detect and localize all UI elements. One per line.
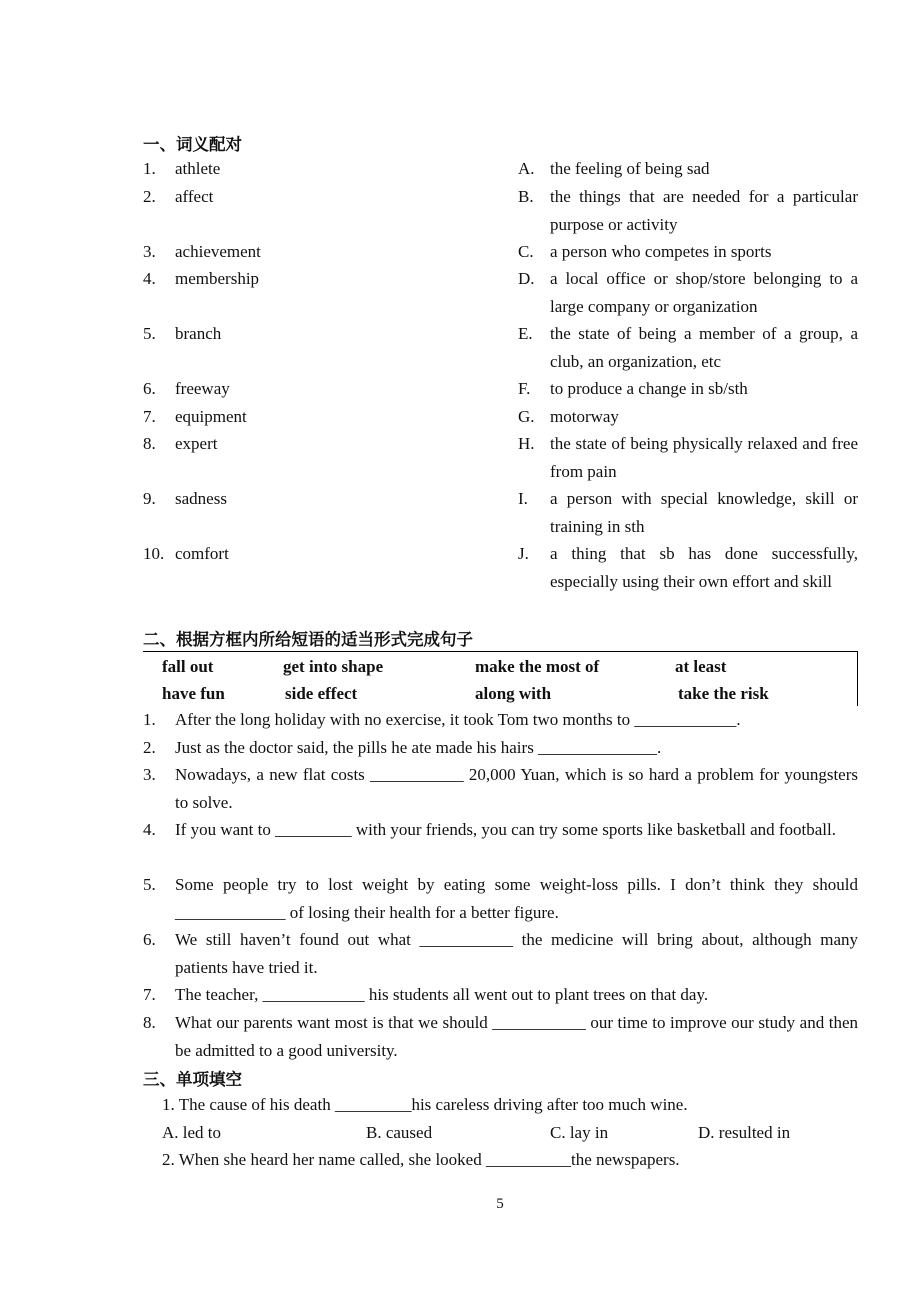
phrase-item: have fun [162, 684, 225, 703]
choice-question: 2. When she heard her name called, she looked __________the newspapers. [162, 1150, 680, 1169]
page-number: 5 [496, 1196, 504, 1212]
phrase-item: get into shape [283, 657, 384, 676]
option-c: C. lay in [550, 1123, 609, 1142]
phrase-item: side effect [285, 684, 358, 703]
phrase-box [143, 651, 858, 706]
phrase-item: make the most of [475, 657, 600, 676]
phrase-item: along with [475, 684, 552, 703]
section3-title: 三、单项填空 [143, 1070, 242, 1089]
section1-title: 一、词义配对 [143, 135, 242, 154]
phrase-item: at least [675, 657, 727, 676]
worksheet-page: 一、词义配对 1. athlete 2. affect 3. achievement 4. membership 5. branch 6. freeway 7. equipment 8. expert 9. sadness 10. comfort A. the feeling of being sad B. the things that are needed for a particular purpose or activity C. a person who competes in sports D. a local office or shop/store belonging to a large company or organization E. the state of being a member of a group, a club, an organization, etc F. to produce a change in sb/sth G. motorway H. the state of being physically relaxed and free from pain I. a person with special knowledge, skill or training in sth J. a thing that sb has done successfully, especially using their own effort and skill 二、根据方框内所给短语的适当形式完成句子 fall out get into shape make the most of at least have fun side effect along with take the risk 1. After the long holiday with no exercise, it took Tom two months to ____________. 2. Just as the doctor said, the pills he ate made his hairs ______________. 3. Nowadays, a new flat costs ___________ 20,000 Yuan, which is so hard a problem for youngsters to solve. 4. If you want to _________ with your friends, you can try some sports like basketball and football. 5. Some people try to lost weight by eating some weight-loss pills. I don’t think they should _____________ of losing their health for a better figure. 6. We still haven’t found out what ___________ the medicine will bring about, although many patients have tried it. 7. The teacher, ____________ his students all went out to plant trees on that day. 8. What our parents want most is that we should ___________ our time to improve our study and then be admitted to a good university. 三、单项填空 1. The cause of his death _________his careless driving after too much wine. A. led to B. caused C. lay in D. resulted in 2. When she heard her name called, she looked __________the newspapers. 5 [0, 0, 920, 1300]
phrase-item: fall out [162, 657, 214, 676]
choice-question: 1. The cause of his death _________his careless driving after too much wine. [162, 1095, 688, 1114]
section2-title: 二、根据方框内所给短语的适当形式完成句子 [143, 630, 473, 649]
phrase-item: take the risk [678, 684, 769, 703]
option-d: D. resulted in [698, 1123, 791, 1142]
option-a: A. led to [162, 1123, 222, 1142]
option-b: B. caused [366, 1123, 433, 1142]
